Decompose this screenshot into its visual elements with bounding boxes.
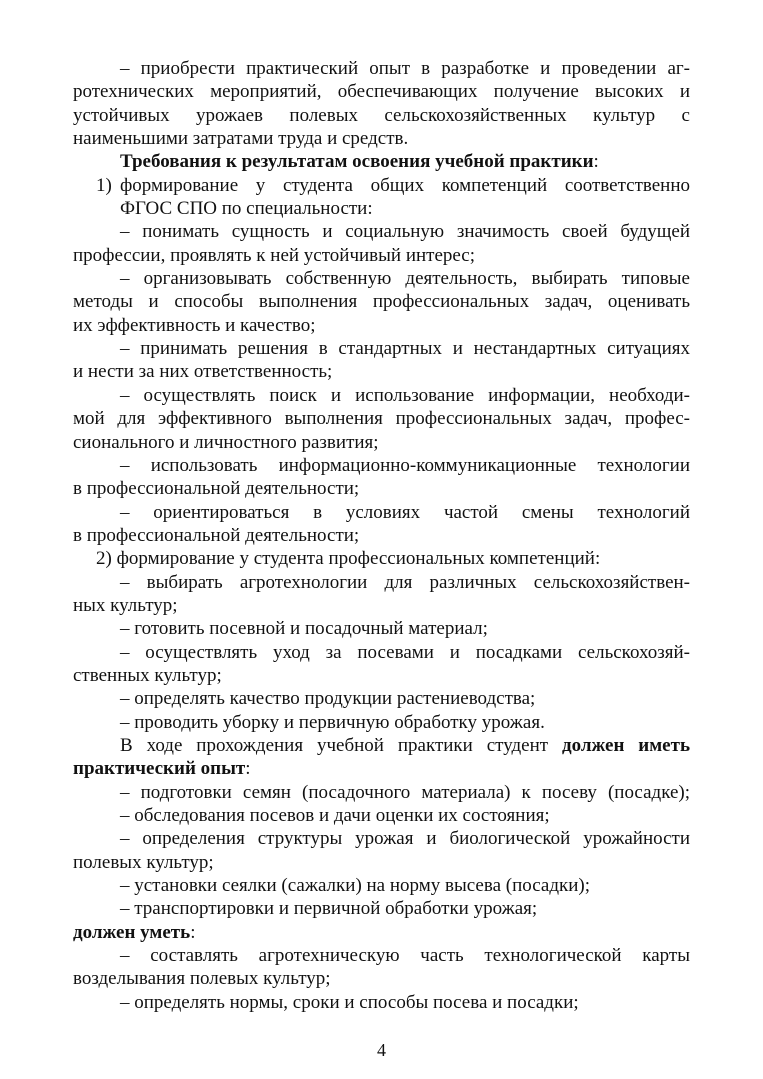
item-number: 1) bbox=[96, 174, 112, 196]
numbered-item-1 bbox=[73, 174, 690, 197]
text-line: – приобрести практический опыт в разработке и проведении аг- bbox=[120, 58, 690, 79]
heading-text: Требования к результатам освоения учебной практики bbox=[120, 151, 594, 173]
text-line bbox=[73, 734, 690, 757]
text-line: в профессиональной деятельности; bbox=[73, 478, 360, 500]
text-line: их эффективность и качество; bbox=[73, 314, 316, 336]
text-normal: : bbox=[245, 758, 251, 780]
text-line: – составлять агротехническую часть технологической карты bbox=[120, 945, 690, 967]
text-line: – определять качество продукции растениеводства; bbox=[120, 688, 536, 710]
text-line: – осуществлять поиск и использование информации, необходи- bbox=[120, 384, 690, 406]
text-line: – осуществлять уход за посевами и посадками сельскохозяй- bbox=[120, 641, 690, 663]
text-line: полевых культур; bbox=[73, 851, 214, 873]
text-line: – организовывать собственную деятельность, выбирать типовые bbox=[120, 268, 690, 290]
text-line: – готовить посевной и посадочный материал; bbox=[120, 618, 488, 640]
heading-colon: : bbox=[593, 151, 599, 173]
text-line: – проводить уборку и первичную обработку урожая. bbox=[120, 711, 545, 733]
numbered-item-2: 2) формирование у студента профессиональных компетенций: bbox=[96, 548, 601, 570]
text-line: сионального и личностного развития; bbox=[73, 431, 379, 453]
text-line: – использовать информационно-коммуникационные технологии bbox=[120, 454, 690, 476]
text-line: и нести за них ответственность; bbox=[73, 361, 333, 383]
text-line: ственных культур; bbox=[73, 664, 222, 686]
text-line: – выбирать агротехнологии для различных сельскохозяйствен- bbox=[120, 571, 690, 593]
text-line bbox=[73, 757, 690, 780]
text-line: ных культур; bbox=[73, 594, 178, 616]
text-line: наименьшими затратами труда и средств. bbox=[73, 128, 409, 150]
text-line: – принимать решения в стандартных и нестандартных ситуациях bbox=[120, 338, 690, 360]
text-line bbox=[73, 921, 690, 944]
text-line: – обследования посевов и дачи оценки их состояния; bbox=[120, 805, 550, 826]
text-line: – понимать сущность и социальную значимость своей будущей bbox=[120, 221, 690, 243]
text-line: методы и способы выполнения профессиональных задач, оценивать bbox=[73, 291, 690, 313]
text-line: устойчивых урожаев полевых сельскохозяйственных культур с bbox=[73, 104, 690, 126]
page-body bbox=[73, 57, 690, 1014]
text-normal: : bbox=[190, 921, 196, 943]
text-line: – определять нормы, сроки и способы посева и посадки; bbox=[120, 991, 579, 1013]
text-line: мой для эффективного выполнения профессиональных задач, профес- bbox=[73, 408, 690, 430]
text-line: – ориентироваться в условиях частой смены технологий bbox=[120, 501, 690, 523]
section-heading bbox=[73, 150, 690, 173]
text-line: профессии, проявлять к ней устойчивый интерес; bbox=[73, 244, 476, 266]
text-line: – определения структуры урожая и биологической урожайности bbox=[120, 828, 690, 850]
text-line: ротехнических мероприятий, обеспечивающих получение высоких и bbox=[73, 81, 690, 103]
text-line: – транспортировки и первичной обработки урожая; bbox=[120, 898, 538, 920]
text-line: – установки сеялки (сажалки) на норму высева (посадки); bbox=[120, 875, 590, 897]
text-line: ФГОС СПО по специальности: bbox=[120, 198, 373, 220]
text-bold: должен уметь bbox=[73, 921, 191, 943]
item-text: формирование у студента общих компетенций соответственно bbox=[120, 174, 690, 196]
text-line: возделывания полевых культур; bbox=[73, 968, 331, 990]
text-line: – подготовки семян (посадочного материала) к посеву (посадке); bbox=[120, 781, 690, 803]
text-line: в профессиональной деятельности; bbox=[73, 524, 360, 546]
page-number: 4 bbox=[377, 1040, 386, 1060]
text-bold: практический опыт bbox=[73, 758, 246, 780]
text-normal: В ходе прохождения учебной практики студент bbox=[120, 734, 562, 756]
text-bold: должен иметь bbox=[561, 734, 690, 756]
